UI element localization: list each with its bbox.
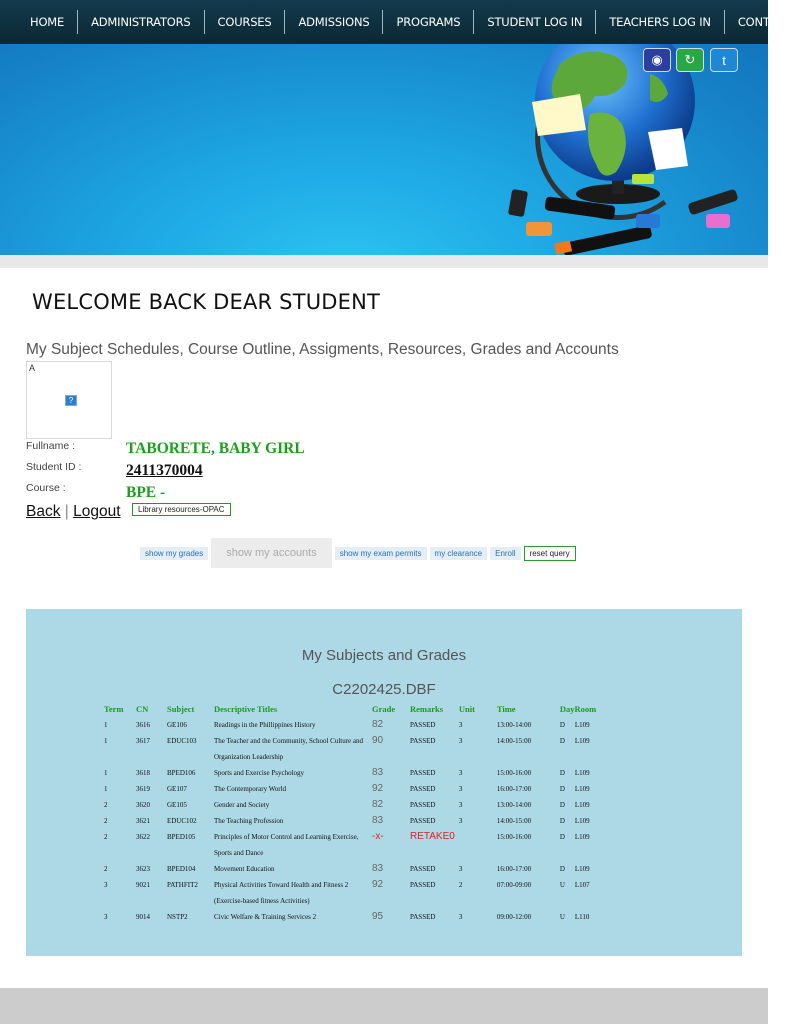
cell-cn: 3620 xyxy=(136,801,150,809)
cell-remarks: PASSED xyxy=(410,881,436,889)
cell-subject: BPED106 xyxy=(167,769,196,777)
cell-dayroom xyxy=(558,829,608,861)
nav-student-login[interactable]: STUDENT LOG IN xyxy=(473,10,595,34)
cell-cn: 3623 xyxy=(136,865,150,873)
action-bar xyxy=(140,538,576,568)
col-unit: Unit xyxy=(458,704,475,714)
cell-subject: PATHFIT2 xyxy=(167,881,198,889)
cell-grade: 83 xyxy=(372,767,384,778)
col-subject: Subject xyxy=(167,704,195,714)
cell-grade: 92 xyxy=(372,879,384,890)
cell-room: L109 xyxy=(574,785,590,793)
grade-row xyxy=(102,829,608,861)
nav-administrators[interactable]: ADMINISTRATORS xyxy=(77,10,203,34)
cell-unit: 3 xyxy=(458,721,463,729)
cell-remarks: PASSED xyxy=(410,785,436,793)
nav-teachers-login[interactable]: TEACHERS LOG IN xyxy=(595,10,723,34)
cell-unit: 3 xyxy=(458,769,463,777)
cell-dayroom xyxy=(558,765,608,781)
cell-time: 07:00-09:00 xyxy=(496,881,532,889)
nav-links xyxy=(26,503,121,521)
cell-remarks: PASSED xyxy=(410,737,436,745)
cell-term: 2 xyxy=(104,801,108,809)
cell-unit: 3 xyxy=(458,865,463,873)
grade-row xyxy=(102,717,608,733)
cell-room: L109 xyxy=(574,737,590,745)
grade-row xyxy=(102,861,608,877)
cell-term: 2 xyxy=(104,865,108,873)
cell-time: 13:00-14:00 xyxy=(496,801,532,809)
show-exam-permits-button[interactable]: show my exam permits xyxy=(335,547,427,560)
cell-dayroom xyxy=(558,717,608,733)
broken-image-icon: ? xyxy=(65,395,77,406)
nav-courses[interactable]: COURSES xyxy=(204,10,285,34)
globe-illustration xyxy=(0,44,768,255)
clearance-button[interactable]: my clearance xyxy=(430,547,488,560)
nav-admissions[interactable]: ADMISSIONS xyxy=(284,10,382,34)
grades-title: My Subjects and Grades xyxy=(301,647,467,664)
cell-term: 1 xyxy=(104,769,108,777)
portal-icon[interactable]: ◉ xyxy=(643,48,671,72)
col-descriptive-titles: Descriptive Titles xyxy=(214,704,278,714)
twitter-icon[interactable]: t xyxy=(710,48,738,72)
nav-programs[interactable]: PROGRAMS xyxy=(382,10,473,34)
cell-subject: EDUC102 xyxy=(167,817,197,825)
cell-grade: 82 xyxy=(372,719,384,730)
cell-remarks: PASSED xyxy=(410,769,436,777)
cell-grade: 83 xyxy=(372,815,384,826)
cell-unit: 2 xyxy=(458,881,463,889)
cell-term: 3 xyxy=(104,881,108,889)
back-link[interactable]: Back xyxy=(26,503,61,520)
cell-cn: 9014 xyxy=(136,913,150,921)
cell-room: L109 xyxy=(574,801,590,809)
nav-contacts[interactable]: CONTACTS xyxy=(724,10,811,34)
cell-dayroom xyxy=(558,733,608,765)
cell-day: D xyxy=(559,737,565,745)
cell-time: 13:00-14:00 xyxy=(496,721,532,729)
cell-remarks: PASSED xyxy=(410,817,436,825)
cell-term: 1 xyxy=(104,721,108,729)
cell-unit: 3 xyxy=(458,913,463,921)
cell-term: 1 xyxy=(104,785,108,793)
cell-subject: BPED105 xyxy=(167,833,196,841)
cell-day: D xyxy=(559,801,565,809)
cell-time: 09:00-12:00 xyxy=(496,913,532,921)
col-dayroom: DayRoom xyxy=(559,704,597,714)
show-accounts-button[interactable]: show my accounts xyxy=(211,538,331,568)
grade-row xyxy=(102,765,608,781)
cell-title: Physical Activities Toward Health and Fitness 2 (Exercise-based fitness Activities) xyxy=(214,881,349,905)
logout-link[interactable]: Logout xyxy=(73,503,121,520)
cell-dayroom xyxy=(558,877,608,909)
cell-day: D xyxy=(559,865,565,873)
top-nav xyxy=(0,0,799,44)
cell-unit: 3 xyxy=(458,737,463,745)
cell-day: D xyxy=(559,833,565,841)
student-id-label: Student ID : xyxy=(26,461,82,473)
cell-term: 2 xyxy=(104,833,108,841)
cell-day: D xyxy=(559,785,565,793)
cell-cn: 3618 xyxy=(136,769,150,777)
col-cn: CN xyxy=(136,704,149,714)
cell-remarks: PASSED xyxy=(410,721,436,729)
cell-subject: BPED104 xyxy=(167,865,196,873)
grade-row xyxy=(102,733,608,765)
page-subtitle: My Subject Schedules, Course Outline, Assigments, Resources, Grades and Accounts xyxy=(26,341,619,358)
fullname-label: Fullname : xyxy=(26,440,76,452)
cell-grade: 90 xyxy=(372,735,384,746)
fullname-value: TABORETE, BABY GIRL xyxy=(126,440,305,457)
photo-alt-text: A xyxy=(29,363,36,373)
cell-day: D xyxy=(559,817,565,825)
cell-cn: 3617 xyxy=(136,737,150,745)
cell-title: Sports and Exercise Psychology xyxy=(214,769,305,777)
grades-table xyxy=(102,701,608,925)
cell-grade: 82 xyxy=(372,799,384,810)
cell-remarks: PASSED xyxy=(410,913,436,921)
grades-file-name: C2202425.DBF xyxy=(332,681,436,698)
cell-subject: GE105 xyxy=(167,801,187,809)
link-separator: | xyxy=(64,503,69,520)
cell-room: L107 xyxy=(574,881,590,889)
library-opac-button[interactable]: Library resources-OPAC xyxy=(132,503,231,516)
cell-title: Civic Welfare & Training Services 2 xyxy=(214,913,317,921)
cell-time: 15:00-16:00 xyxy=(496,833,532,841)
cell-title: Readings in the Phillippines History xyxy=(214,721,316,729)
cell-room: L109 xyxy=(574,833,590,841)
cell-term: 3 xyxy=(104,913,108,921)
cell-grade: 95 xyxy=(372,911,384,922)
cell-room: L109 xyxy=(574,865,590,873)
cell-title: The Teacher and the Community, School Culture and Organization Leadership xyxy=(214,737,364,761)
cell-time: 14:00-15:00 xyxy=(496,817,532,825)
cell-remarks: RETAKE0 xyxy=(410,831,455,842)
cell-remarks: PASSED xyxy=(410,865,436,873)
cell-day: D xyxy=(559,721,565,729)
cell-room: L109 xyxy=(574,817,590,825)
footer xyxy=(0,988,768,1024)
cell-time: 15:00-16:00 xyxy=(496,769,532,777)
welcome-heading: WELCOME BACK DEAR STUDENT xyxy=(32,290,381,314)
cell-grade: 83 xyxy=(372,863,384,874)
cell-subject: NSTP2 xyxy=(167,913,188,921)
cell-title: Gender and Society xyxy=(214,801,270,809)
cell-time: 16:00-17:00 xyxy=(496,865,532,873)
cell-title: The Teaching Profession xyxy=(214,817,284,825)
student-photo xyxy=(26,361,112,439)
grades-header-row xyxy=(102,701,608,717)
cell-subject: GE107 xyxy=(167,785,187,793)
cell-dayroom xyxy=(558,813,608,829)
grade-row xyxy=(102,877,608,909)
cell-remarks: PASSED xyxy=(410,801,436,809)
grade-row xyxy=(102,797,608,813)
cell-dayroom xyxy=(558,909,608,925)
cell-title: Principles of Motor Control and Learning Exercise, Sports and Dance xyxy=(214,833,359,857)
enroll-button[interactable]: Enroll xyxy=(490,547,520,560)
student-id-value: 2411370004 xyxy=(126,462,203,479)
cell-dayroom xyxy=(558,797,608,813)
grade-row xyxy=(102,813,608,829)
course-label: Course : xyxy=(26,482,66,494)
cell-title: Movement Education xyxy=(214,865,275,873)
cell-unit: 3 xyxy=(458,785,463,793)
cell-cn: 3622 xyxy=(136,833,150,841)
cell-day: U xyxy=(559,913,565,921)
cell-term: 2 xyxy=(104,817,108,825)
col-time: Time xyxy=(496,704,516,714)
cell-room: L109 xyxy=(574,721,590,729)
cell-grade: 92 xyxy=(372,783,384,794)
course-value: BPE - xyxy=(126,484,166,501)
cell-unit: 3 xyxy=(458,817,463,825)
col-grade: Grade xyxy=(372,704,396,714)
cell-dayroom xyxy=(558,781,608,797)
cell-time: 14:00-15:00 xyxy=(496,737,532,745)
cell-cn: 3621 xyxy=(136,817,150,825)
cell-title: The Contemporary World xyxy=(214,785,287,793)
header-banner xyxy=(0,44,768,255)
cell-grade: -x- xyxy=(372,831,384,842)
divider xyxy=(0,255,768,268)
cell-cn: 9021 xyxy=(136,881,150,889)
cell-dayroom xyxy=(558,861,608,877)
cell-cn: 3616 xyxy=(136,721,150,729)
cell-day: U xyxy=(559,881,565,889)
cell-cn: 3619 xyxy=(136,785,150,793)
cell-day: D xyxy=(559,769,565,777)
col-remarks: Remarks xyxy=(410,704,444,714)
col-term: Term xyxy=(104,704,124,714)
grade-row xyxy=(102,909,608,925)
cell-room: L110 xyxy=(574,913,590,921)
nav-home[interactable]: HOME xyxy=(30,15,65,29)
grades-panel xyxy=(26,609,742,956)
reset-query-button[interactable]: reset query xyxy=(524,546,576,561)
show-grades-button[interactable]: show my grades xyxy=(140,547,208,560)
cell-room: L109 xyxy=(574,769,590,777)
refresh-icon[interactable]: ↻ xyxy=(676,48,704,72)
cell-term: 1 xyxy=(104,737,108,745)
cell-subject: EDUC103 xyxy=(167,737,197,745)
grade-row xyxy=(102,781,608,797)
cell-time: 16:00-17:00 xyxy=(496,785,532,793)
cell-unit: 3 xyxy=(458,801,463,809)
cell-unit xyxy=(457,829,495,861)
cell-subject: GE106 xyxy=(167,721,187,729)
